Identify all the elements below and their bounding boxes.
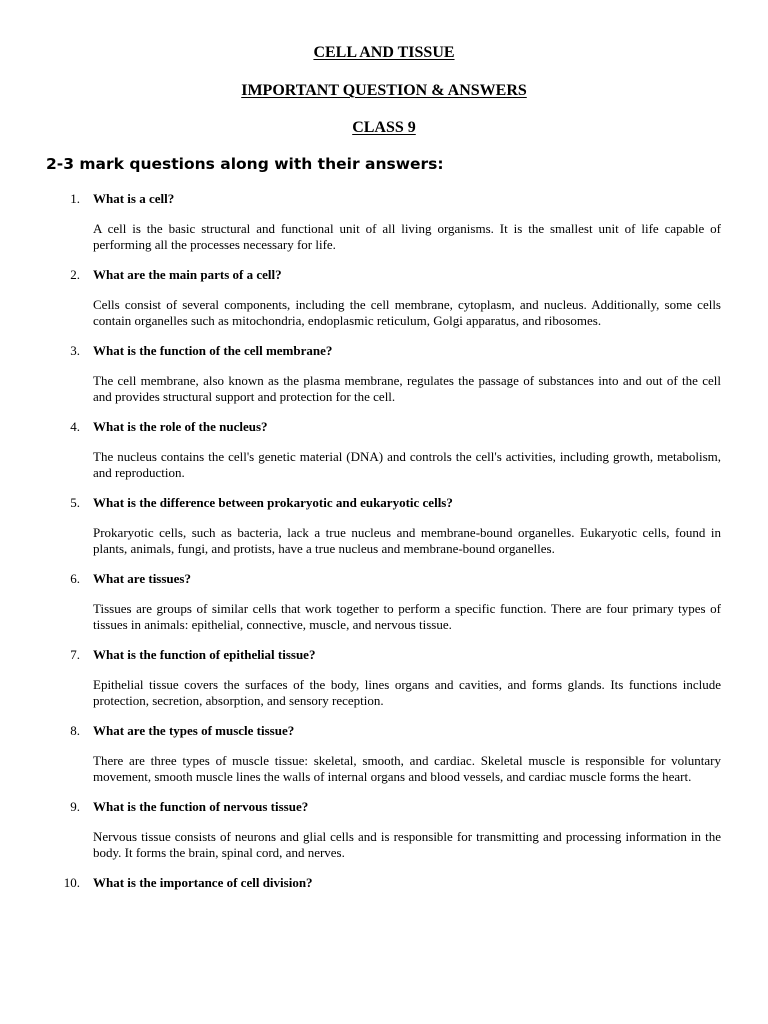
question-text: What is a cell? [93, 191, 175, 206]
question-text: What are the types of muscle tissue? [93, 723, 295, 738]
qa-item-5 [0, 494, 768, 557]
question-text: What is the importance of cell division? [93, 875, 313, 890]
document-subtitle: IMPORTANT QUESTION & ANSWERS [241, 82, 527, 99]
qa-item-4 [0, 418, 768, 481]
question-text: What are tissues? [93, 571, 191, 586]
qa-item-1 [0, 190, 768, 253]
answer-text: The cell membrane, also known as the plasma membrane, regulates the passage of substances into and out of the cell and provides structural support and protection for the cell. [93, 373, 721, 404]
qa-item-9 [0, 798, 768, 861]
qa-item-8 [0, 722, 768, 785]
answer-text: The nucleus contains the cell's genetic material (DNA) and controls the cell's activities, including growth, metabolism, and reproduction. [93, 449, 721, 480]
question-number: 1. [70, 191, 80, 206]
answer-text: Nervous tissue consists of neurons and glial cells and is responsible for transmitting and processing information in the body. It forms the brain, spinal cord, and nerves. [93, 829, 721, 860]
question-text: What is the function of the cell membrane? [93, 343, 333, 358]
qa-item-6 [0, 570, 768, 633]
question-text: What is the function of epithelial tissue? [93, 647, 316, 662]
question-number: 3. [70, 343, 80, 358]
document-title: CELL AND TISSUE [313, 44, 455, 61]
answer-text: A cell is the basic structural and functional unit of all living organisms. It is the smallest unit of life capable of performing all the processes necessary for life. [93, 221, 721, 252]
qa-item-7 [0, 646, 768, 709]
question-number: 4. [70, 419, 80, 434]
class-label: CLASS 9 [352, 119, 416, 136]
question-text: What is the difference between prokaryotic and eukaryotic cells? [93, 495, 453, 510]
answer-text: There are three types of muscle tissue: skeletal, smooth, and cardiac. Skeletal muscle is responsible for voluntary movement, smooth muscle lines the walls of internal organs and blood vessels, and cardiac muscle forms the heart. [93, 753, 721, 784]
qa-item-2 [0, 266, 768, 329]
qa-item-3 [0, 342, 768, 405]
question-number: 8. [70, 723, 80, 738]
section-heading: 2-3 mark questions along with their answers: [46, 155, 444, 173]
question-number: 7. [70, 647, 80, 662]
question-number: 2. [70, 267, 80, 282]
question-text: What are the main parts of a cell? [93, 267, 282, 282]
question-text: What is the function of nervous tissue? [93, 799, 309, 814]
question-text: What is the role of the nucleus? [93, 419, 268, 434]
question-number: 5. [70, 495, 80, 510]
question-number: 6. [70, 571, 80, 586]
answer-text: Prokaryotic cells, such as bacteria, lack a true nucleus and membrane-bound organelles. Eukaryotic cells, found in plants, animals, fungi, and protists, have a true nucleus and membrane-bound organelles. [93, 525, 721, 556]
question-number: 9. [70, 799, 80, 814]
answer-text: Epithelial tissue covers the surfaces of the body, lines organs and cavities, and forms glands. Its functions include protection, secretion, absorption, and sensory reception. [93, 677, 721, 708]
question-number: 10. [63, 875, 80, 890]
answer-text: Tissues are groups of similar cells that work together to perform a specific function. There are four primary types of tissues in animals: epithelial, connective, muscle, and nervous tissue. [93, 601, 721, 632]
answer-text: Cells consist of several components, including the cell membrane, cytoplasm, and nucleus. Additionally, some cells contain organelles such as mitochondria, endoplasmic reticulum, Golgi apparatus, and ribosomes. [93, 297, 721, 328]
qa-item-10 [0, 874, 768, 892]
question-list [0, 190, 768, 905]
